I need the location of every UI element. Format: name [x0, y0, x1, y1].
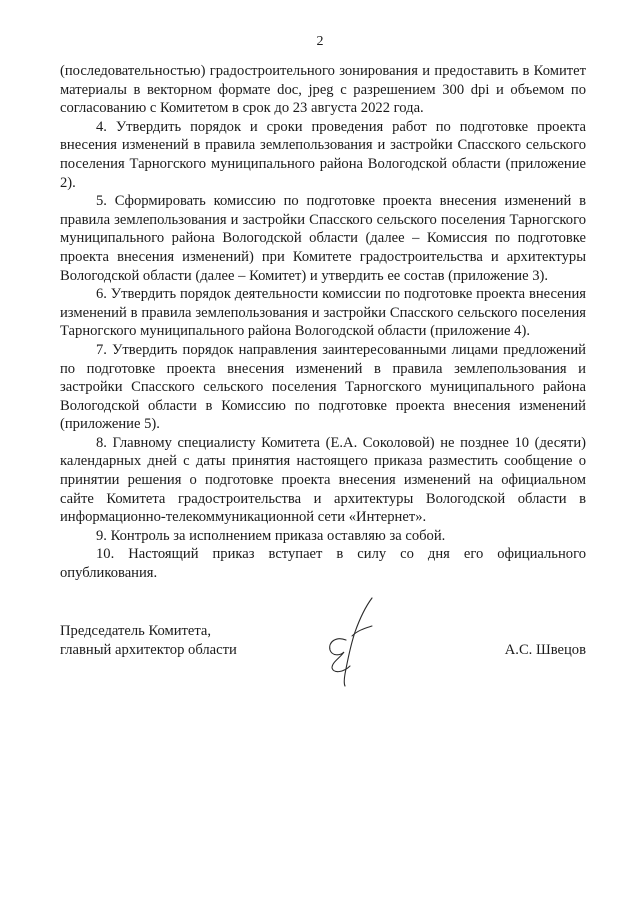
signer-title-line2: главный архитектор области [60, 641, 237, 658]
signer-title [60, 622, 237, 659]
paragraph-9: 9. Контроль за исполнением приказа оставляю за собой. [96, 527, 446, 544]
paragraph-5: 5. Сформировать комиссию по подготовке проекта внесения изменений в правила землепользования и застройки Спасского сельского поселения Тарногского муниципального района Вологодской области (далее – Комиссия по подготовке проекта внесения изменений) при Комитете градостроительства и архитектуры Вологодской области (далее – Комитет) и утвердить ее состав (приложение 3). [60, 193, 586, 284]
paragraph-7: 7. Утвердить порядок направления заинтересованными лицами предложений по подготовке проекта внесения изменений в правила землепользования и застройки Спасского сельского поселения Тарногского муниципального района Вологодской области в Комиссию по подготовке проекта внесения изменений (приложение 5). [60, 341, 586, 433]
paragraph-4: 4. Утвердить порядок и сроки проведения работ по подготовке проекта внесения изменений в правила землепользования и застройки Спасского сельского поселения Тарногского муниципального района Вологодской области (приложение 2). [60, 118, 586, 191]
paragraph-6: 6. Утвердить порядок деятельности комиссии по подготовке проекта внесения изменений в правила землепользования и застройки Спасского сельского поселения Тарногского муниципального района Вологодской области (приложение 4). [60, 286, 586, 340]
page-number: 2 [316, 34, 324, 49]
signer-name: А.С. Швецов [504, 641, 586, 658]
signature-block [60, 622, 586, 682]
paragraph-10: 10. Настоящий приказ вступает в силу со дня его официального опубликования. [60, 546, 586, 582]
handwritten-signature [322, 596, 382, 688]
document-body [60, 62, 586, 583]
paragraph-3-continuation: (последовательностью) градостроительного зонирования и предоставить в Комитет материалы в векторном формате doc, jpeg с разрешением 300 dpi и объемом по согласованию с Комитетом в срок до 23 августа 2022 года. [60, 63, 586, 117]
paragraph-8: 8. Главному специалисту Комитета (Е.А. Соколовой) не позднее 10 (десяти) календарных дней с даты принятия настоящего приказа разместить сообщение о принятии решения о подготовке проекта внесения изменений на официальном сайте Комитета градостроительства и архитектуры Вологодской области в информационно-телекоммуникационной сети «Интернет». [60, 434, 586, 526]
signer-title-line1: Председатель Комитета, [60, 623, 212, 639]
